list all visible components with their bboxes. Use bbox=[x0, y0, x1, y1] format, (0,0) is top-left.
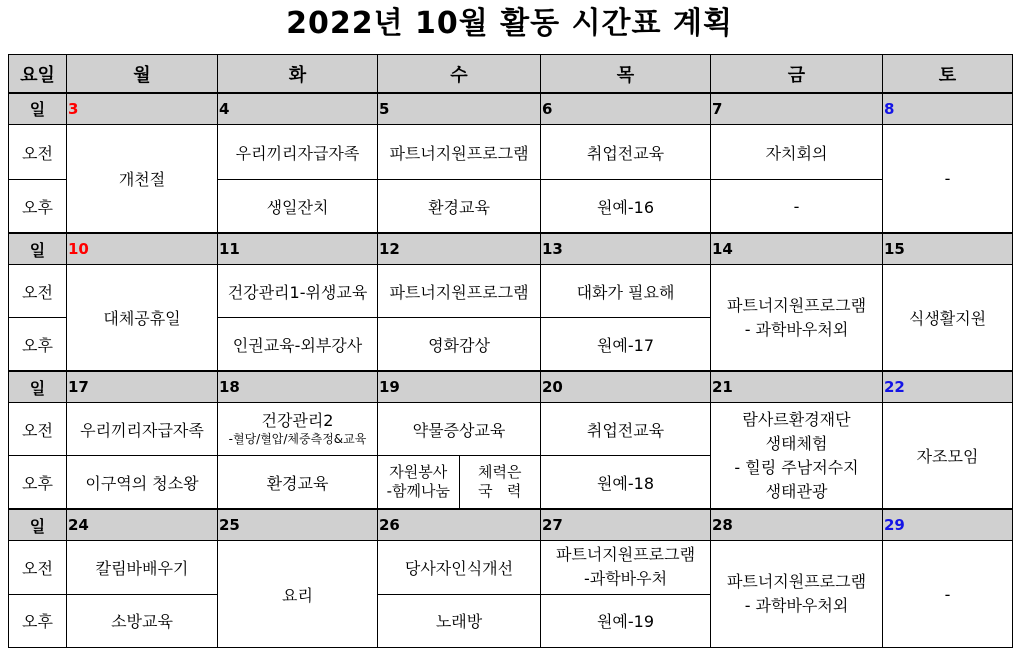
period-label-am: 오전 bbox=[9, 264, 67, 317]
date-cell: 11 bbox=[218, 233, 378, 264]
split-activity bbox=[378, 456, 540, 508]
date-cell: 13 bbox=[541, 233, 711, 264]
activity-cell: - bbox=[883, 124, 1013, 233]
activity-half bbox=[460, 456, 541, 508]
date-cell: 7 bbox=[711, 93, 883, 124]
activity-half bbox=[378, 456, 460, 508]
activity-cell: 환경교육 bbox=[378, 180, 541, 233]
activity-cell: 개천절 bbox=[67, 124, 218, 233]
activity-line: 체력은 bbox=[478, 463, 522, 482]
schedule-table bbox=[8, 54, 1013, 648]
date-cell: 26 bbox=[378, 509, 541, 540]
date-row bbox=[9, 233, 1013, 264]
activity-line: 국 력 bbox=[478, 482, 522, 501]
page-title: 2022년 10월 활동 시간표 계획 bbox=[286, 6, 733, 41]
period-label-pm: 오후 bbox=[9, 456, 67, 509]
activity-cell: 원예-18 bbox=[541, 456, 711, 509]
date-cell: 6 bbox=[541, 93, 711, 124]
activity-cell: 영화감상 bbox=[378, 318, 541, 371]
date-cell: 24 bbox=[67, 509, 218, 540]
activity-cell: 요리 bbox=[218, 541, 378, 648]
activity-line: -혈당/혈압/체중측정&교육 bbox=[228, 432, 367, 447]
date-cell: 29 bbox=[883, 509, 1013, 540]
activity-cell: 환경교육 bbox=[218, 456, 378, 509]
date-row-label: 일 bbox=[9, 233, 67, 264]
date-cell: 28 bbox=[711, 509, 883, 540]
date-cell: 3 bbox=[67, 93, 218, 124]
date-row bbox=[9, 509, 1013, 540]
activity-cell: 원예-17 bbox=[541, 318, 711, 371]
activity-cell: 인권교육-외부강사 bbox=[218, 318, 378, 371]
activity-cell bbox=[378, 456, 541, 509]
activity-cell: 원예-19 bbox=[541, 594, 711, 647]
date-cell: 18 bbox=[218, 371, 378, 402]
period-label-am: 오전 bbox=[9, 403, 67, 456]
activity-line: - 과학바우처외 bbox=[744, 596, 849, 616]
activity-cell: - bbox=[711, 180, 883, 233]
day-header-thu: 목 bbox=[541, 55, 711, 94]
period-label-am: 오전 bbox=[9, 541, 67, 594]
date-cell: 8 bbox=[883, 93, 1013, 124]
date-cell: 22 bbox=[883, 371, 1013, 402]
period-label-am: 오전 bbox=[9, 124, 67, 179]
activity-cell: 원예-16 bbox=[541, 180, 711, 233]
activity-cell: 대화가 필요해 bbox=[541, 264, 711, 317]
activity-cell: 노래방 bbox=[378, 594, 541, 647]
activity-line: - 과학바우처외 bbox=[744, 319, 849, 339]
activity-cell bbox=[711, 264, 883, 371]
am-row bbox=[9, 403, 1013, 456]
activity-cell: 소방교육 bbox=[67, 594, 218, 647]
activity-cell bbox=[711, 403, 883, 510]
activity-cell bbox=[541, 541, 711, 594]
activity-line: 람사르환경재단 bbox=[742, 409, 851, 429]
activity-cell: 약물증상교육 bbox=[378, 403, 541, 456]
day-header-sat: 토 bbox=[883, 55, 1013, 94]
date-row bbox=[9, 93, 1013, 124]
date-cell: 20 bbox=[541, 371, 711, 402]
date-cell: 14 bbox=[711, 233, 883, 264]
am-row bbox=[9, 124, 1013, 179]
activity-cell: 취업전교육 bbox=[541, 403, 711, 456]
activity-cell: 우리끼리자급자족 bbox=[218, 124, 378, 179]
date-cell: 15 bbox=[883, 233, 1013, 264]
date-cell: 27 bbox=[541, 509, 711, 540]
period-label-pm: 오후 bbox=[9, 318, 67, 371]
activity-cell: 칼림바배우기 bbox=[67, 541, 218, 594]
activity-line: - 힐링 주남저수지 bbox=[734, 457, 859, 477]
activity-line: 파트너지원프로그램 bbox=[555, 545, 696, 565]
day-header-wed: 수 bbox=[378, 55, 541, 94]
date-cell: 17 bbox=[67, 371, 218, 402]
date-row-label: 일 bbox=[9, 371, 67, 402]
activity-line: -과학바우처 bbox=[583, 569, 668, 589]
date-cell: 19 bbox=[378, 371, 541, 402]
activity-line: 파트너지원프로그램 bbox=[726, 295, 867, 315]
weekday-label-header: 요일 bbox=[9, 55, 67, 94]
am-row bbox=[9, 264, 1013, 317]
activity-cell: 우리끼리자급자족 bbox=[67, 403, 218, 456]
activity-cell: 대체공휴일 bbox=[67, 264, 218, 371]
date-row-label: 일 bbox=[9, 509, 67, 540]
activity-cell: 파트너지원프로그램 bbox=[378, 264, 541, 317]
date-cell: 10 bbox=[67, 233, 218, 264]
day-header-tue: 화 bbox=[218, 55, 378, 94]
activity-cell: 이구역의 청소왕 bbox=[67, 456, 218, 509]
activity-cell: 파트너지원프로그램 bbox=[378, 124, 541, 179]
activity-cell: 취업전교육 bbox=[541, 124, 711, 179]
date-row bbox=[9, 371, 1013, 402]
activity-line: 자원봉사 bbox=[389, 463, 448, 482]
activity-cell bbox=[711, 541, 883, 648]
activity-cell: 생일잔치 bbox=[218, 180, 378, 233]
activity-line: 건강관리2 bbox=[261, 411, 334, 431]
period-label-pm: 오후 bbox=[9, 180, 67, 233]
date-row-label: 일 bbox=[9, 93, 67, 124]
activity-cell bbox=[218, 403, 378, 456]
date-cell: 25 bbox=[218, 509, 378, 540]
period-label-pm: 오후 bbox=[9, 594, 67, 647]
activity-cell: 당사자인식개선 bbox=[378, 541, 541, 594]
activity-cell: 식생활지원 bbox=[883, 264, 1013, 371]
activity-cell: 자조모임 bbox=[883, 403, 1013, 510]
day-header-mon: 월 bbox=[67, 55, 218, 94]
activity-cell: 건강관리1-위생교육 bbox=[218, 264, 378, 317]
activity-line: 생태관광 bbox=[765, 481, 828, 501]
date-cell: 4 bbox=[218, 93, 378, 124]
activity-cell: - bbox=[883, 541, 1013, 648]
am-row bbox=[9, 541, 1013, 594]
date-cell: 5 bbox=[378, 93, 541, 124]
activity-cell: 자치회의 bbox=[711, 124, 883, 179]
activity-line: 파트너지원프로그램 bbox=[726, 572, 867, 592]
date-cell: 21 bbox=[711, 371, 883, 402]
activity-line: 생태체험 bbox=[765, 433, 828, 453]
date-cell: 12 bbox=[378, 233, 541, 264]
activity-line: -함께나눔 bbox=[386, 482, 450, 501]
day-header-fri: 금 bbox=[711, 55, 883, 94]
header-row bbox=[9, 55, 1013, 94]
